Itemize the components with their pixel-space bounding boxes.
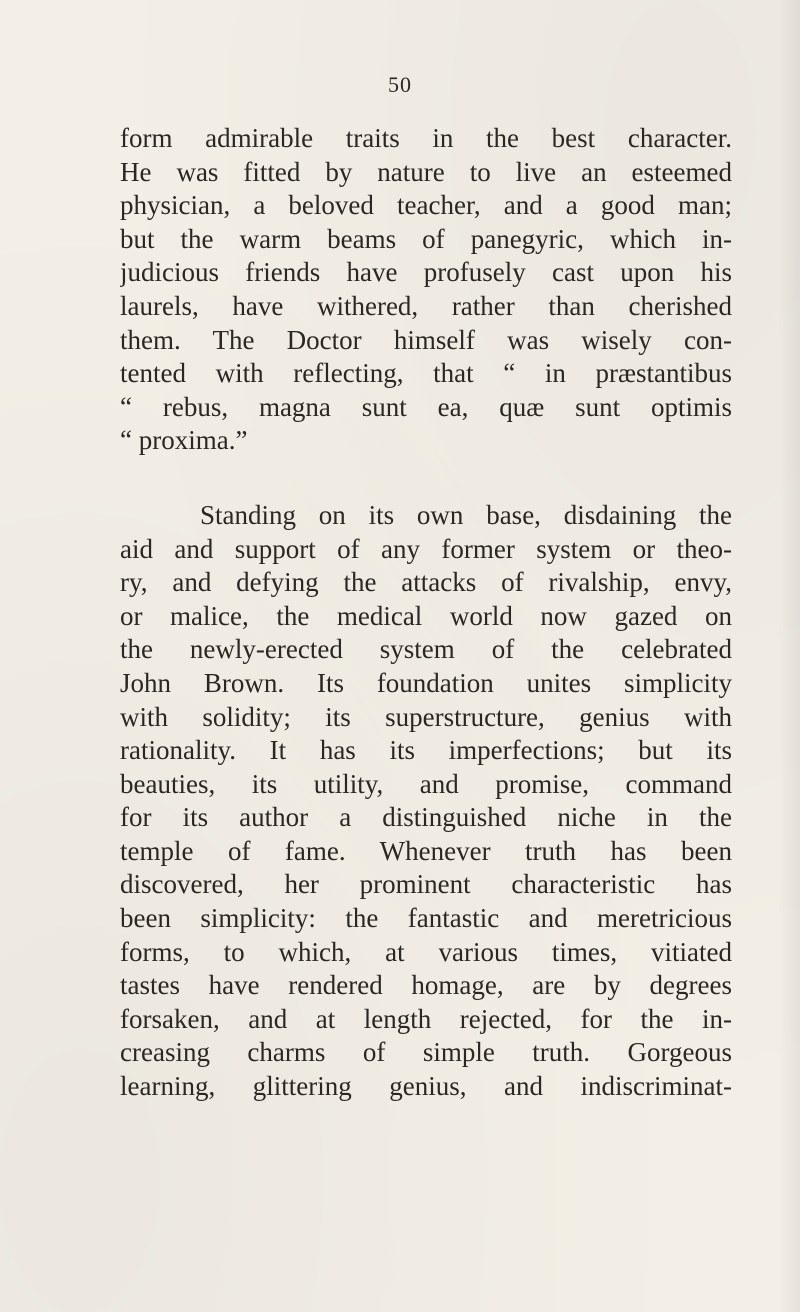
- text-line: rationality. It has its imperfections; but its: [120, 735, 732, 766]
- text-line: temple of fame. Whenever truth has been: [120, 835, 732, 866]
- page-number: 50: [388, 72, 412, 97]
- page-edge-shadow: [778, 0, 800, 1312]
- text-line: the newly-erected system of the celebrated: [120, 634, 732, 665]
- text-line: forms, to which, at various times, vitiated: [120, 936, 732, 967]
- text-line: tastes have rendered homage, are by degrees: [120, 970, 732, 1001]
- text-line: “ proxima.”: [120, 425, 248, 456]
- text-line: ry, and defying the attacks of rivalship, envy,: [120, 567, 732, 598]
- text-line: tented with reflecting, that “ in præstantibus: [120, 358, 732, 389]
- text-line: beauties, its utility, and promise, command: [120, 768, 732, 799]
- body-text: [120, 122, 732, 1104]
- text-line: them. The Doctor himself was wisely con-: [120, 324, 732, 355]
- text-line: for its author a distinguished niche in the: [120, 802, 732, 833]
- text-line: forsaken, and at length rejected, for the in-: [120, 1003, 732, 1034]
- text-line: been simplicity: the fantastic and meretricious: [120, 903, 732, 934]
- text-line: physician, a beloved teacher, and a good man;: [120, 190, 732, 221]
- text-line: He was fitted by nature to live an esteemed: [120, 156, 732, 187]
- text-line: discovered, her prominent characteristic has: [120, 869, 732, 900]
- text-line: Standing on its own base, disdaining the: [200, 499, 732, 530]
- text-line: learning, glittering genius, and indiscriminat-: [120, 1071, 732, 1102]
- paragraph-gap: [120, 458, 732, 499]
- text-line: John Brown. Its foundation unites simplicity: [120, 667, 732, 698]
- text-line: aid and support of any former system or theo-: [120, 533, 732, 564]
- paragraph-1: [120, 122, 732, 458]
- text-line: or malice, the medical world now gazed on: [120, 600, 732, 631]
- text-line: laurels, have withered, rather than cherished: [120, 290, 732, 321]
- text-line: judicious friends have profusely cast upon his: [120, 257, 732, 288]
- paragraph-2: [120, 499, 732, 1104]
- text-line: “ rebus, magna sunt ea, quæ sunt optimis: [120, 391, 732, 422]
- text-line: creasing charms of simple truth. Gorgeous: [120, 1037, 732, 1068]
- text-line: with solidity; its superstructure, genius with: [120, 701, 732, 732]
- text-line: but the warm beams of panegyric, which in-: [120, 223, 732, 254]
- text-line: form admirable traits in the best character.: [120, 123, 732, 153]
